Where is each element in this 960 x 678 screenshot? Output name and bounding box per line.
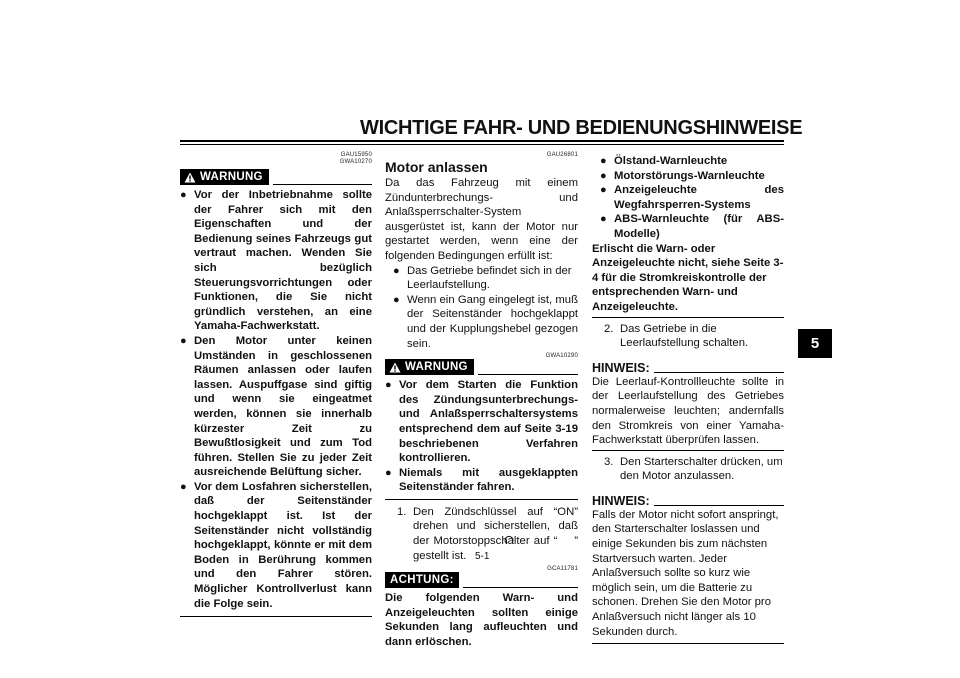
condition-list (385, 264, 578, 352)
list-item: ● Den Motor unter keinen Umständen in geschlossenen Räumen anlassen oder laufen lassen. Auspuffgase sind giftig und wenn sie eingeatmet werden, können sie innerhalb kürzester Zeit zu Bewußtlosigkeit und zum Tod führen. Stellen Sie zu jeder Zeit ausreichende Belüftung sicher. (180, 334, 372, 479)
list-item: ● Ölstand-Warnleuchte (600, 155, 728, 167)
intro-paragraph: Da das Fahrzeug mit einem Zündunterbrechungs- und Anlaßsperrschalter-System ausgerüstet ist, kann der Motor nur gestartet werden, wenn eine der folgenden Bedingungen erfüllt ist: (385, 177, 578, 262)
section-end-rule (180, 616, 372, 617)
list-item: ● Niemals mit ausgeklappten Seitenständer fahren. (385, 466, 578, 494)
left-column (180, 152, 372, 617)
bullet-dot-icon: ● (600, 213, 607, 226)
bullet-dot-icon: ● (393, 293, 400, 306)
middle-column (385, 152, 578, 650)
section-end-rule (592, 317, 784, 318)
warning-header (385, 359, 578, 375)
list-item: ● Anzeigeleuchte des Wegfahrsperren-Systems (600, 184, 784, 211)
warning-badge (180, 169, 269, 185)
header-rule-thin (180, 144, 784, 145)
ref-code: GAU15950 (340, 152, 372, 158)
list-item: ● Wenn ein Gang eingelegt ist, muß der Seitenständer hochgeklappt und der Kupplungshebel gezogen sein. (393, 293, 578, 350)
bullet-dot-icon: ● (600, 184, 607, 197)
page-number: 5-1 (475, 551, 490, 562)
bullet-dot-icon: ● (180, 480, 187, 493)
ref-code: GWA10270 (339, 159, 372, 165)
note-rule (654, 505, 784, 506)
bullet-dot-icon: ● (393, 264, 400, 277)
warning-triangle-icon (184, 172, 196, 183)
note-rule (654, 372, 784, 373)
list-item: ● Das Getriebe befindet sich in der Leerlaufstellung. (393, 264, 572, 292)
section-end-rule (592, 450, 784, 451)
step-text: Das Getriebe in die Leerlaufstellung schalten. (620, 322, 749, 350)
caution-rule (463, 587, 578, 588)
note-text: Die Leerlauf-Kontrollleuchte sollte in der Leerlaufstellung des Getriebes normalerweise leuchten; andernfalls den Stromkreis von einer Yamaha-Fachwerkstatt überprüfen lassen. (592, 375, 784, 447)
warning-header (180, 169, 372, 185)
warning-list (180, 188, 372, 611)
bullet-dot-icon: ● (385, 379, 392, 392)
list-item: ● ABS-Warnleuchte (für ABS-Modelle) (600, 213, 784, 240)
section-heading: Motor anlassen (385, 159, 488, 175)
warning-list (385, 378, 578, 495)
step-2 (592, 322, 784, 351)
header-rule-thick (180, 140, 784, 142)
page-title: WICHTIGE FAHR- UND BEDIENUNGSHINWEISE (360, 117, 803, 139)
bullet-dot-icon: ● (385, 466, 392, 479)
engine-run-switch-icon (504, 535, 514, 545)
warning-badge (385, 359, 474, 375)
step-number: 1. (397, 505, 407, 518)
note-label: HINWEIS: (592, 360, 650, 375)
list-item: ● Vor dem Starten die Funktion des Zündungsunterbrechungs- und Anlaßsperrschaltersystems entsprechend dem auf Seite 3-19 beschriebenen Verfahren kontrollieren. (385, 379, 578, 465)
step-number: 3. (604, 455, 614, 468)
section-end-rule (385, 499, 578, 500)
ref-code: GCA11781 (547, 566, 578, 573)
indicator-list (592, 154, 784, 242)
chapter-tab: 5 (798, 329, 832, 358)
list-item: ● Vor dem Losfahren sicherstellen, daß der Seitenständer hochgeklappt ist. Ist der Seitenständer nicht vollständig hochgeklappt, könnte er mit dem Boden in Berührung kommen und den Fahrer stören. Möglicher Kontrollverlust kann die Folge sein. (180, 480, 372, 610)
step-text: Den Starterschalter drücken, um den Motor anzulassen. (620, 455, 783, 483)
bullet-dot-icon: ● (600, 169, 607, 182)
note-label: HINWEIS: (592, 493, 650, 508)
warning-rule (273, 184, 372, 185)
list-item: ● Vor der Inbetriebnahme sollte der Fahrer sich mit den Eigenschaften und der Bedienung seines Fahrzeugs gut vertraut machen. Wenden Sie sich bezüglich Steuerungsvorrichtungen oder Funktionen, die Sie nicht gründlich verstehen, an eine Yamaha-Fachwerkstatt. (180, 189, 372, 333)
bullet-dot-icon: ● (180, 189, 187, 201)
step-text: Den Zündschlüssel auf “ON” drehen und sicherstellen, daß der Motorstoppschalter auf “ ” gestellt ist. (413, 505, 578, 562)
ref-code: GWA10290 (545, 353, 578, 360)
caution-header (385, 572, 578, 588)
ref-code: GAU26801 (546, 152, 578, 158)
note-header (592, 494, 784, 508)
list-item: ● Motorstörungs-Warnleuchte (600, 169, 765, 182)
section-end-rule (592, 643, 784, 644)
step-3 (592, 455, 784, 484)
right-column (592, 154, 784, 644)
caution-badge: ACHTUNG: (385, 572, 459, 588)
caution-text: Die folgenden Warn- und Anzeigeleuchten sollten einige Sekunden lang aufleuchten und dann erlöschen. (385, 592, 578, 649)
warning-label: WARNUNG (200, 171, 263, 183)
note-header (592, 361, 784, 375)
bullet-dot-icon: ● (180, 334, 187, 347)
warning-label: WARNUNG (405, 361, 468, 374)
step-number: 2. (604, 322, 614, 335)
warning-rule (478, 374, 578, 375)
bullet-dot-icon: ● (600, 155, 607, 167)
bold-note: Erlischt die Warn- oder Anzeigeleuchte nicht, siehe Seite 3-4 für die Stromkreiskontrolle der entsprechenden Warn- und Anzeigeleuchte. (592, 242, 784, 313)
warning-triangle-icon (389, 362, 401, 373)
note-text: Falls der Motor nicht sofort anspringt, den Starterschalter loslassen und einige Sekunden bis zum nächsten Startversuch warten. Jeder Anlaßversuch sollte so kurz wie möglich sein, um die Batterie zu schonen. Drehen Sie den Motor pro Anlaßversuch nicht länger als 10 Sekunden durch. (592, 508, 779, 638)
